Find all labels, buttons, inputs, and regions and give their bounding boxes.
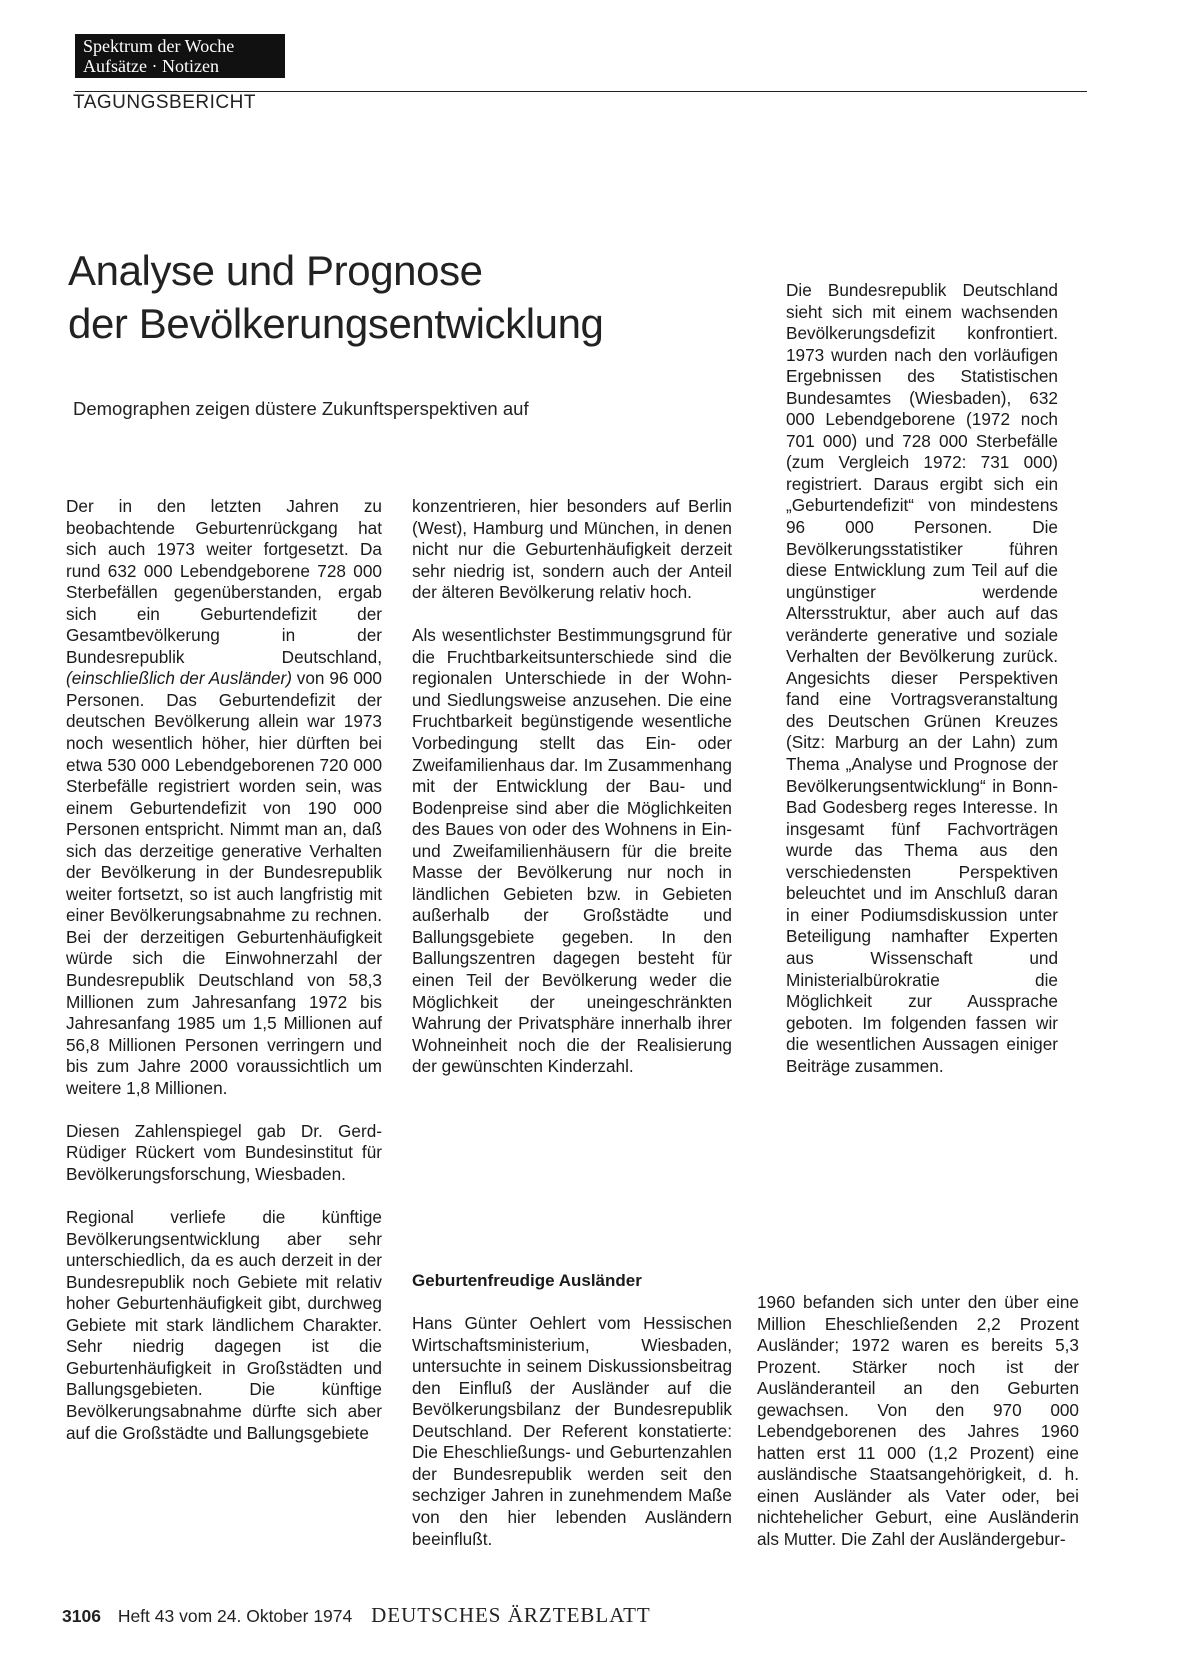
- page-footer: [62, 1603, 651, 1628]
- section-label-line1: Spektrum der Woche: [83, 36, 235, 56]
- article-title-line1: Analyse und Prognose: [68, 247, 483, 294]
- paragraph: 1960 befanden sich unter den über eine Million Eheschließenden 2,2 Prozent Ausländer; 1972 waren es bereits 5,3 Prozent. Stärker noch ist der Ausländeranteil an den Geburten gewachsen. Von den 970 000 Lebendgeborenen des Jahres 1960 hatten erst 11 000 (1,2 Prozent) eine ausländische Staatsangehörigkeit, d. h. einen Ausländer als Vater oder, bei nichtehelicher Geburt, eine Ausländerin als Mutter. Die Zahl der Ausländergebur-: [757, 1292, 1079, 1550]
- paragraph: [66, 496, 382, 1099]
- journal-name: DEUTSCHES ÄRZTEBLATT: [371, 1603, 651, 1627]
- paragraph: Als wesentlichster Bestimmungsgrund für die Fruchtbarkeitsunterschiede sind die regionalen Unterschiede in der Wohn- und Siedlungsweise anzusehen. Die eine Fruchtbarkeit begünstigende wesentliche Vorbedingung stellt das Ein- oder Zweifamilienhaus dar. Im Zusammenhang mit der Entwicklung der Bau- und Bodenpreise sind aber die Möglichkeiten des Baues von oder des Wohnens in Ein- und Zweifamilienhäusern für die breite Masse der Bevölkerung nur noch in ländlichen Gebieten bzw. in Gebieten außerhalb der Großstädte und Ballungsgebiete gegeben. In den Ballungszentren dagegen besteht für einen Teil der Bevölkerung weder die Möglichkeit der uneingeschränkten Wahrung der Privatsphäre innerhalb ihrer Wohneinheit noch die der Realisierung der gewünschten Kinderzahl.: [412, 625, 732, 1077]
- article-title: [68, 244, 604, 350]
- section-label-box: [75, 34, 285, 78]
- paragraph: Die Bundesrepublik Deutschland sieht sich mit einem wachsenden Bevölkerungsdefizit konfrontiert. 1973 wurden nach den vorläufigen Ergebnissen des Statistischen Bundesamtes (Wiesbaden), 632 000 Lebendgeborene (1972 noch 701 000) und 728 000 Sterbefälle (zum Vergleich 1972: 731 000) registriert. Daraus ergibt sich ein „Geburtendefizit“ von mindestens 96 000 Personen. Die Bevölkerungsstatistiker führen diese Entwicklung zum Teil auf die ungünstiger werdende Altersstruktur, aber auch auf das veränderte generative und soziale Verhalten der Bevölkerung zurück. Angesichts dieser Perspektiven fand eine Vortragsveranstaltung des Deutschen Grünen Kreuzes (Sitz: Marburg an der Lahn) zum Thema „Analyse und Prognose der Bevölkerungsentwicklung“ in Bonn-Bad Godesberg reges Interesse. In insgesamt fünf Fachvorträgen wurde das Thema aus den verschiedensten Perspektiven beleuchtet und im Anschluß daran in einer Podiumsdiskussion unter Beteiligung namhafter Experten aus Wissenschaft und Ministerialbürokratie die Möglichkeit zur Aussprache geboten. Im folgenden fassen wir die wesentlichen Aussagen einiger Beiträge zusammen.: [786, 280, 1058, 1076]
- paragraph: Hans Günter Oehlert vom Hessischen Wirtschaftsministerium, Wiesbaden, untersuchte in seinem Diskussionsbeitrag den Einfluß der Ausländer auf die Bevölkerungsbilanz der Bundesrepublik Deutschland. Der Referent konstatierte: Die Eheschließungs- und Geburtenzahlen der Bundesrepublik werden seit den sechziger Jahren in zunehmendem Maße von den hier lebenden Ausländern beeinflußt.: [412, 1313, 732, 1549]
- italic-run: (einschließlich der Ausländer): [66, 668, 292, 689]
- text-run: von 96 000 Personen. Das Geburtendefizit der deutschen Bevölkerung allein war 1973 noch wesentlich höher, hier dürften bei etwa 530 000 Lebendgeborenen 720 000 Sterbefälle registriert worden sein, was einem Geburtendefizit von 190 000 Personen entspricht. Nimmt man an, daß sich das derzeitige generative Verhalten der Bevölkerung in der Bundesrepublik weiter fortsetzt, so ist auch langfristig mit einer Bevölkerungsabnahme zu rechnen. Bei der derzeitigen Geburtenhäufigkeit würde sich die Einwohnerzahl der Bundesrepublik Deutschland von 58,3 Millionen zum Jahresanfang 1972 bis Jahresanfang 1985 um 1,5 Millionen auf 56,8 Millionen Personen verringern und bis zum Jahre 2000 voraussichtlich um weitere 1,8 Millionen.: [66, 668, 382, 1098]
- column-3: [786, 280, 1058, 1077]
- article-subtitle: Demographen zeigen düstere Zukunftsperspektiven auf: [73, 398, 529, 419]
- section-heading: Geburtenfreudige Ausländer: [412, 1271, 642, 1290]
- paragraph: Regional verliefe die künftige Bevölkerungsentwicklung aber sehr unterschiedlich, da es auch derzeit in der Bundesrepublik noch Gebiete mit relativ hoher Geburtenhäufigkeit gibt, durchweg Gebiete mit stark ländlichem Charakter. Sehr niedrig dagegen ist die Geburtenhäufigkeit in Großstädten und Ballungsgebieten. Die künftige Bevölkerungsabnahme dürfte sich aber auf die Großstädte und Ballungsgebiete: [66, 1207, 382, 1443]
- column-1: [66, 496, 382, 1444]
- paragraph: Diesen Zahlenspiegel gab Dr. Gerd-Rüdiger Rückert vom Bundesinstitut für Bevölkerungsforschung, Wiesbaden.: [66, 1120, 382, 1184]
- text-run: Der in den letzten Jahren zu beobachtende Geburtenrückgang hat sich auch 1973 weiter fortgesetzt. Da rund 632 000 Lebendgeborene 728 000 Sterbefällen gegenüberstanden, ergab sich ein Geburtendefizit der Gesamtbevölkerung in der Bundesrepublik Deutschland,: [66, 496, 382, 667]
- paragraph: konzentrieren, hier besonders auf Berlin (West), Hamburg und München, in denen nicht nur die Geburtenhäufigkeit derzeit sehr niedrig ist, sondern auch der Anteil der älteren Bevölkerung relativ hoch.: [412, 496, 732, 603]
- article-title-line2: der Bevölkerungsentwicklung: [68, 300, 604, 347]
- column-3-lower: [757, 1292, 1079, 1551]
- kicker-label: TAGUNGSBERICHT: [73, 92, 256, 113]
- column-2-lower: [412, 1270, 732, 1550]
- issue-info: Heft 43 vom 24. Oktober 1974: [117, 1606, 353, 1626]
- section-label-line2: Aufsätze · Notizen: [83, 56, 219, 76]
- page-number: 3106: [62, 1606, 101, 1626]
- column-2: [412, 496, 732, 1078]
